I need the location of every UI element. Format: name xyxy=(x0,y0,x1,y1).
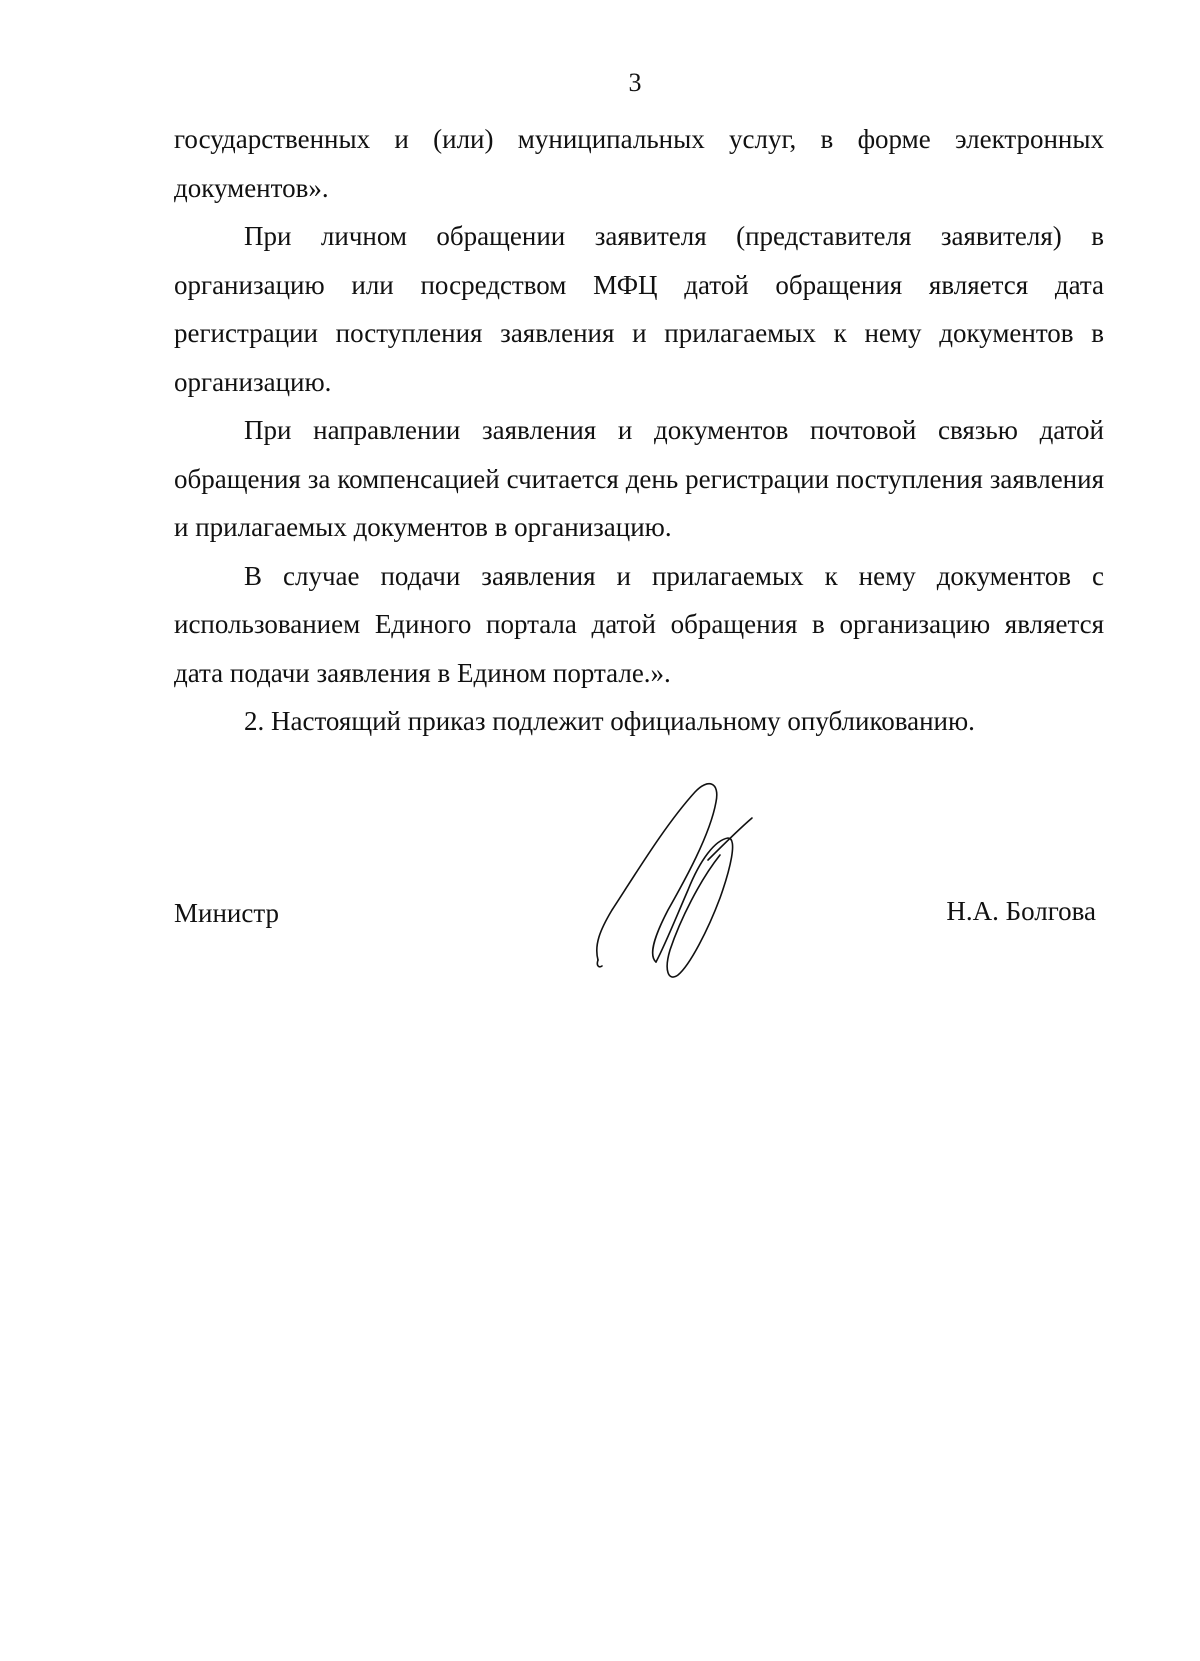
paragraph-publication: 2. Настоящий приказ подлежит официальному опубликованию. xyxy=(244,706,975,736)
signatory-title: Министр xyxy=(174,898,279,928)
signatory-name: Н.А. Болгова xyxy=(946,896,1096,926)
paragraph-postal-appeal: При направлении заявления и документов почтовой связью датой обращения за компенсацией считается день регистрации поступления заявления и прилагаемых документов в организацию. xyxy=(174,415,1104,542)
page-number: 3 xyxy=(628,68,642,97)
paragraph-personal-appeal: При личном обращении заявителя (представителя заявителя) в организацию или посредством МФЦ датой обращения является дата регистрации поступления заявления и прилагаемых к нему документов в организацию. xyxy=(174,221,1104,397)
document-body xyxy=(174,115,1104,746)
paragraph-portal-appeal: В случае подачи заявления и прилагаемых к нему документов с использованием Единого портала датой обращения в организацию является дата подачи заявления в Едином портале.». xyxy=(174,560,1104,688)
paragraph-continuation: государственных и (или) муниципальных услуг, в форме электронных документов». xyxy=(174,124,1104,203)
handwritten-signature xyxy=(590,780,770,980)
